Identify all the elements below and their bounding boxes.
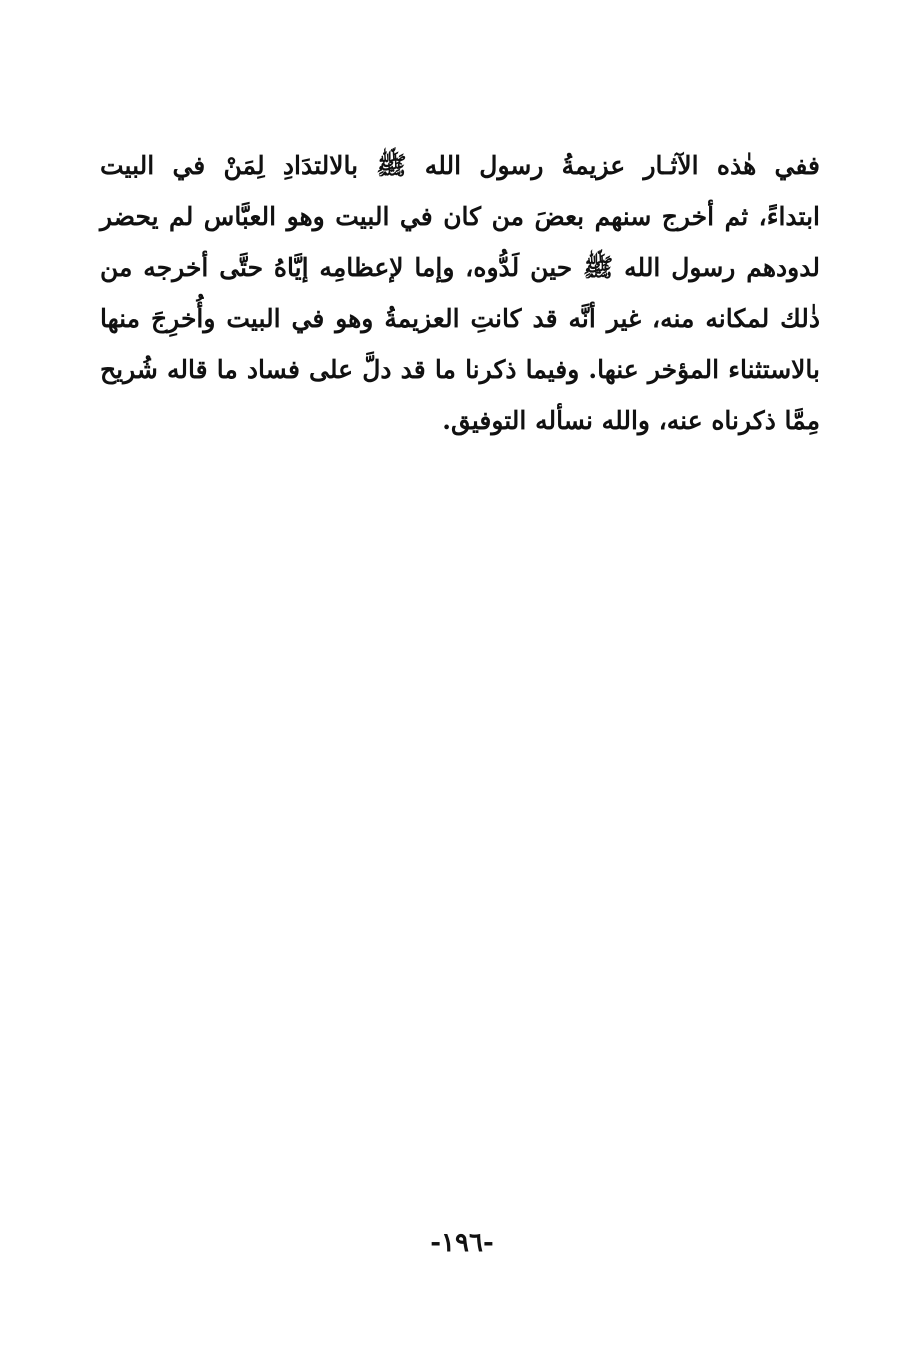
text-line: بالاستثناء المؤخر عنها. وفيما ذكرنا ما قد دلَّ على فساد ما قاله شُريح <box>100 355 820 384</box>
text-line: ذٰلك لمكانه منه، غير أنَّه قد كانتِ العزيمةُ وهو في البيت وأُخرِجَ منها <box>100 304 820 333</box>
body-text <box>100 140 820 446</box>
page-number: -١٩٦- <box>430 1228 494 1258</box>
text-line: لدودهم رسول الله ﷺ حين لَدُّوه، وإما لإعظامِه إيَّاهُ حتَّى أخرجه من <box>100 253 820 282</box>
text-line: مِمَّا ذكرناه عنه، والله نسأله التوفيق. <box>442 406 820 435</box>
text-line: ابتداءً، ثم أخرج سنهم بعضَ من كان في البيت وهو العبَّاس لم يحضر <box>100 202 820 231</box>
text-line: ففي هٰذه الآثـار عزيمةُ رسول الله ﷺ بالالتدَادِ لِمَنْ في البيت <box>100 151 820 180</box>
